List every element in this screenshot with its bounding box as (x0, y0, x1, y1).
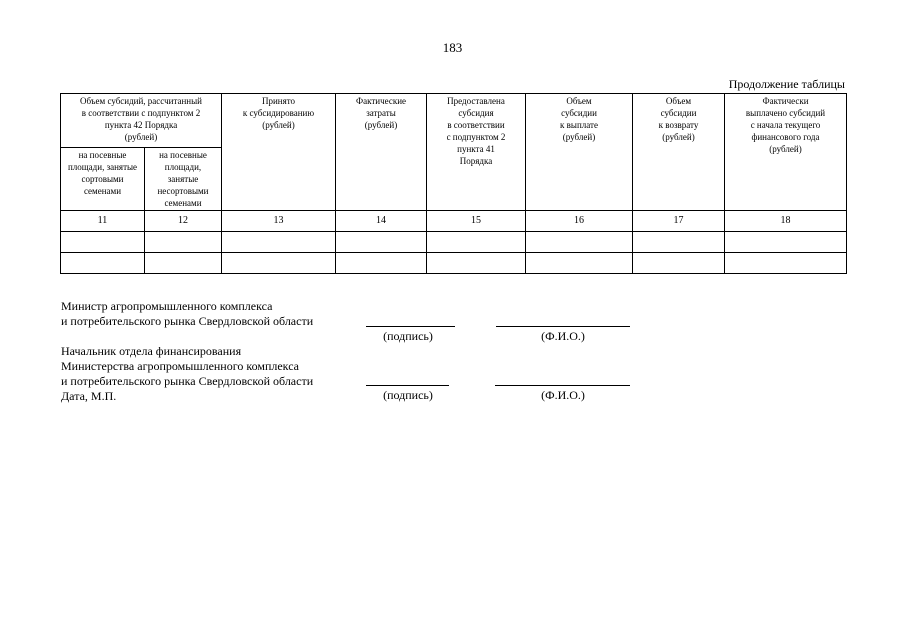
table-cell[interactable] (526, 253, 633, 274)
finance-head-title: Начальник отдела финансирования Министерства агропромышленного комплекса и потребительского рынка Свердловской области Дата, М.П. (61, 344, 314, 403)
column-number: 11 (61, 211, 145, 232)
page-number: 183 (442, 40, 463, 55)
table-cell[interactable] (222, 232, 336, 253)
column-number: 15 (427, 211, 526, 232)
table-row (61, 253, 847, 274)
subsidy-table (60, 93, 847, 274)
column-number: 13 (222, 211, 336, 232)
header-varietal-seeds: на посевные площади, занятые сортовыми семенами (61, 148, 145, 211)
header-actual-costs: Фактические затраты (рублей) (336, 94, 427, 211)
table-cell[interactable] (336, 253, 427, 274)
column-number: 14 (336, 211, 427, 232)
column-number: 16 (526, 211, 633, 232)
table-cell[interactable] (633, 232, 725, 253)
column-number: 12 (145, 211, 222, 232)
column-number: 17 (633, 211, 725, 232)
table-cell[interactable] (725, 253, 847, 274)
finance-head-signature-line[interactable] (366, 385, 449, 386)
header-subsidy-provided: Предоставлена субсидия в соответствии с подпунктом 2 пункта 41 Порядка (427, 94, 526, 211)
table-cell[interactable] (61, 253, 145, 274)
date-stamp-label: Дата, М.П. (61, 389, 117, 403)
column-numbers-row (61, 211, 847, 232)
header-subsidy-volume-group: Объем субсидий, рассчитанный в соответствии с подпунктом 2 пункта 42 Порядка (рублей) (61, 94, 222, 148)
table-cell[interactable] (222, 253, 336, 274)
table-cell[interactable] (145, 232, 222, 253)
header-actually-paid: Фактически выплачено субсидий с начала текущего финансового года (рублей) (725, 94, 847, 211)
minister-name-line[interactable] (496, 326, 630, 327)
column-number: 18 (725, 211, 847, 232)
table-row (61, 232, 847, 253)
finance-head-signature-caption: (подпись) (383, 388, 433, 402)
minister-name-caption: (Ф.И.О.) (541, 329, 585, 343)
table-cell[interactable] (61, 232, 145, 253)
table-cell[interactable] (526, 232, 633, 253)
table-cell[interactable] (427, 232, 526, 253)
minister-title: Министр агропромышленного комплекса и потребительского рынка Свердловской области (61, 299, 314, 328)
finance-head-name-caption: (Ф.И.О.) (541, 388, 585, 402)
table-cell[interactable] (725, 232, 847, 253)
table-cell[interactable] (427, 253, 526, 274)
finance-head-name-line[interactable] (495, 385, 630, 386)
table-cell[interactable] (633, 253, 725, 274)
minister-signature-line[interactable] (366, 326, 455, 327)
header-subsidy-to-return: Объем субсидии к возврату (рублей) (633, 94, 725, 211)
header-non-varietal-seeds: на посевные площади, занятые несортовыми семенами (145, 148, 222, 211)
table-cell[interactable] (336, 232, 427, 253)
minister-signature-caption: (подпись) (383, 329, 433, 343)
header-accepted-for-subsidy: Принято к субсидированию (рублей) (222, 94, 336, 211)
header-subsidy-to-pay: Объем субсидии к выплате (рублей) (526, 94, 633, 211)
table-cell[interactable] (145, 253, 222, 274)
table-continuation-label: Продолжение таблицы (728, 77, 845, 91)
